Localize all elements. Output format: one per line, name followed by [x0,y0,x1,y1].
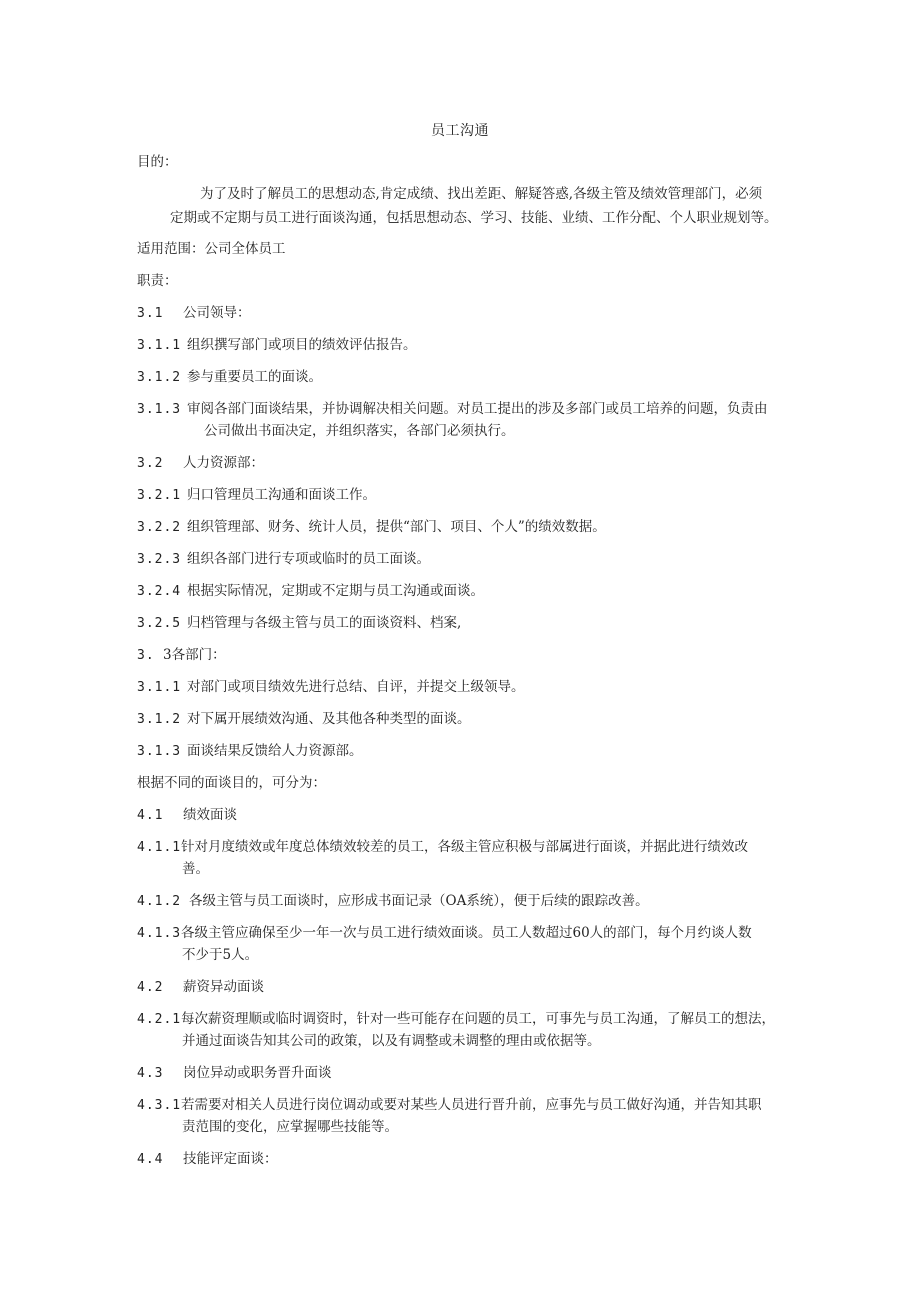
item-number: 4.1.3 [137,926,182,941]
section-number: 4.4 [137,1152,164,1167]
section-heading: 岗位异动或职务晋升面谈 [183,1065,332,1081]
item-number: 4.3.1 [137,1098,182,1113]
section-3-2 [137,455,264,472]
section-3-1 [137,305,251,322]
item-number: 3.1.3 [137,402,182,417]
item-text: 面谈结果反馈给人力资源部。 [187,743,363,759]
item-text: 每次薪资理顺或临时调资时，针对一些可能存在问题的员工，可事先与员工沟通，了解员工的想法， [181,1011,775,1027]
section-4-2 [137,979,264,996]
section-heading: 人力资源部： [183,455,264,471]
item-number: 4.1.1 [137,840,182,855]
item-4-1-1 [137,839,748,856]
item-text: 对下属开展绩效沟通、及其他各种类型的面谈。 [187,711,471,727]
section-3-3 [137,647,226,664]
section-4-1 [137,807,237,824]
item-text: 审阅各部门面谈结果，并协调解决相关问题。对员工提出的涉及多部门或员工培养的问题，负责由 [187,401,768,417]
item-number: 3.1.2 [137,370,182,385]
item-3-3-2 [137,711,471,728]
page-title: 员工沟通 [431,123,489,139]
section-heading: 薪资异动面谈 [183,979,264,995]
item-text: 归档管理与各级主管与员工的面谈资料、档案, [187,615,462,631]
item-3-1-3 [137,401,768,418]
item-number: 3.1.2 [137,712,182,727]
item-4-3-1 [137,1097,762,1114]
item-text: 组织管理部、财务、统计人员，提供“部门、项目、个人”的绩效数据。 [187,519,606,535]
item-text: 对部门或项目绩效先进行总结、自评，并提交上级领导。 [187,679,525,695]
item-text: 组织撰写部门或项目的绩效评估报告。 [187,337,417,353]
item-text: 参与重要员工的面谈。 [187,369,322,385]
item-4-2-1 [137,1011,775,1028]
item-3-1-3-continuation: 公司做出书面决定，并组织落实，各部门必须执行。 [204,423,515,439]
item-3-3-1 [137,679,525,696]
section-number: 3. [137,648,155,663]
item-text: 组织各部门进行专项或临时的员工面谈。 [187,551,430,567]
item-number: 3.2.4 [137,584,182,599]
item-number: 4.1.2 [137,894,182,909]
scope-text: 适用范围：公司全体员工 [137,241,286,257]
section-number: 3.2 [137,456,164,471]
section-heading: 公司领导： [183,305,251,321]
section-4-3 [137,1065,332,1082]
item-3-2-3 [137,551,430,568]
section-number: 4.3 [137,1066,164,1081]
item-4-1-3 [137,925,752,942]
section-number: 4.2 [137,980,164,995]
item-3-2-1 [137,487,376,504]
item-text: 根据实际情况，定期或不定期与员工沟通或面谈。 [187,583,484,599]
item-number: 3.2.2 [137,520,182,535]
item-number: 3.2.5 [137,616,182,631]
section-heading: 3各部门： [163,647,226,663]
item-3-2-5 [137,615,461,632]
item-number: 3.1.1 [137,338,182,353]
section-number: 3.1 [137,306,164,321]
item-4-2-1-continuation: 并通过面谈告知其公司的政策，以及有调整或未调整的理由或依据等。 [182,1033,601,1049]
duty-label: 职责： [137,273,178,289]
item-3-2-2 [137,519,606,536]
item-number: 3.1.1 [137,680,182,695]
item-4-3-1-continuation: 责范围的变化，应掌握哪些技能等。 [182,1119,398,1135]
purpose-text-line-1: 为了及时了解员工的思想动态,肯定成绩、找出差距、解疑答惑,各级主管及绩效管理部门，必须 [200,186,763,202]
item-text: 各级主管与员工面谈时，应形成书面记录（OA系统），便于后续的跟踪改善。 [189,893,649,909]
item-number: 4.2.1 [137,1012,182,1027]
item-text: 归口管理员工沟通和面谈工作。 [187,487,376,503]
item-3-1-1 [137,337,417,354]
purpose-label: 目的： [137,154,178,170]
classify-text: 根据不同的面谈目的，可分为： [137,775,326,791]
item-4-1-2 [137,893,649,910]
item-3-1-2 [137,369,322,386]
item-number: 3.2.3 [137,552,182,567]
item-4-1-3-continuation: 不少于5人。 [182,947,259,963]
item-text: 各级主管应确保至少一年一次与员工进行绩效面谈。员工人数超过60人的部门，每个月约谈人数 [181,925,752,941]
item-number: 3.2.1 [137,488,182,503]
purpose-text-line-2: 定期或不定期与员工进行面谈沟通，包括思想动态、学习、技能、业绩、工作分配、个人职业规划等。 [170,210,778,226]
item-number: 3.1.3 [137,744,182,759]
item-3-2-4 [137,583,484,600]
item-text: 若需要对相关人员进行岗位调动或要对某些人员进行晋升前，应事先与员工做好沟通，并告知其职 [181,1097,762,1113]
section-4-4 [137,1151,278,1168]
section-heading: 绩效面谈 [183,807,237,823]
item-3-3-3 [137,743,363,760]
item-text: 针对月度绩效或年度总体绩效较差的员工，各级主管应积极与部属进行面谈，并据此进行绩效改 [181,839,748,855]
section-heading: 技能评定面谈： [183,1151,278,1167]
section-number: 4.1 [137,808,164,823]
item-4-1-1-continuation: 善。 [182,861,209,877]
